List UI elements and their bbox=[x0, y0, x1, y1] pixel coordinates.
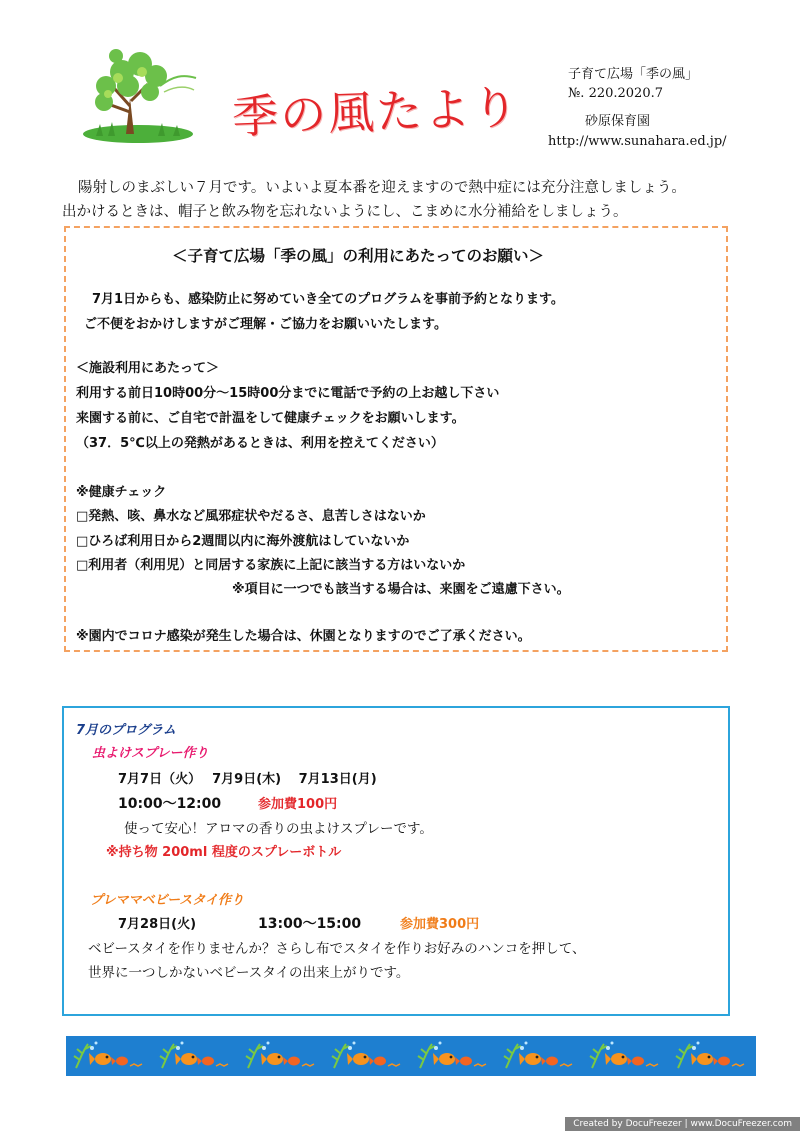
event-1-dates: 7月7日（火） 7月9日(木) 7月13日(月) bbox=[118, 772, 377, 787]
tree-logo-icon bbox=[78, 46, 198, 146]
notice-title: ＜子育て広場「季の風」の利用にあたってのお願い＞ bbox=[172, 247, 545, 265]
website-link[interactable]: http://www.sunahara.ed.jp/ bbox=[548, 134, 727, 149]
notice-line: 利用する前日10時00分～15時00分までに電話で予約の上お越し下さい bbox=[76, 386, 500, 401]
checklist-item: □ひろば利用日から2週間以内に海外渡航はしていないか bbox=[76, 534, 410, 549]
notice-line: ご不便をおかけしますがご理解・ご協力をお願いいたします。 bbox=[84, 317, 447, 332]
notice-line: 来園する前に、ご自宅で計温をして健康チェックをお願いします。 bbox=[76, 411, 465, 426]
intro-line-1: 陽射しのまぶしい７月です。いよいよ夏本番を迎えますので熱中症には充分注意しましょう。 bbox=[78, 180, 686, 196]
event-1-fee: 参加費100円 bbox=[258, 797, 338, 812]
event-1-description: 使って安心！アロマの香りの虫よけスプレーです。 bbox=[124, 821, 433, 837]
goldfish-pattern-icon bbox=[66, 1036, 756, 1076]
event-1-bring: ※持ち物 200ml 程度のスプレーボトル bbox=[106, 845, 342, 860]
notice-line: ※項目に一つでも該当する場合は、来園をご遠慮下さい。 bbox=[232, 582, 570, 597]
event-2-description: 世界に一つしかないベビースタイの出来上がりです。 bbox=[88, 965, 410, 981]
organization-name: 子育て広場「季の風」 bbox=[568, 67, 699, 82]
notice-subheading: ※健康チェック bbox=[76, 485, 167, 500]
nursery-name: 砂原保育園 bbox=[585, 114, 651, 129]
issue-number: №. 220.2020.7 bbox=[568, 86, 663, 101]
notice-line: 7月1日からも、感染防止に努めていき全てのプログラムを事前予約となります。 bbox=[92, 292, 564, 307]
event-1-name: 虫よけスプレー作り bbox=[92, 746, 209, 761]
event-2-date: 7月28日(火) bbox=[118, 917, 197, 932]
notice-line: （37．5℃以上の発熱があるときは、利用を控えてください） bbox=[76, 436, 444, 451]
notice-line: ※園内でコロナ感染が発生した場合は、休園となりますのでご了承ください。 bbox=[76, 629, 531, 644]
newsletter-title: 季の風たより bbox=[231, 79, 521, 145]
checklist-item: □発熱、咳、鼻水など風邪症状やだるさ、息苦しさはないか bbox=[76, 509, 426, 524]
program-title: 7月のプログラム bbox=[76, 723, 176, 738]
event-2-time: 13:00～15:00 bbox=[258, 916, 362, 932]
footer-credit: Created by DocuFreezer | www.DocuFreezer.com bbox=[565, 1117, 800, 1131]
event-2-description: ベビースタイを作りませんか？さらし布でスタイを作りお好みのハンコを押して、 bbox=[88, 941, 586, 957]
event-2-name: プレママベビースタイ作り bbox=[90, 893, 245, 908]
checklist-item: □利用者（利用児）と同居する家族に上記に該当する方はいないか bbox=[76, 558, 466, 573]
intro-line-2: 出かけるときは、帽子と飲み物を忘れないようにし、こまめに水分補給をしましょう。 bbox=[62, 204, 628, 220]
event-2-fee: 参加費300円 bbox=[400, 917, 480, 932]
decorative-band bbox=[66, 1036, 756, 1076]
event-1-time: 10:00～12:00 bbox=[118, 796, 222, 812]
notice-subheading: ＜施設利用にあたって＞ bbox=[76, 361, 220, 376]
